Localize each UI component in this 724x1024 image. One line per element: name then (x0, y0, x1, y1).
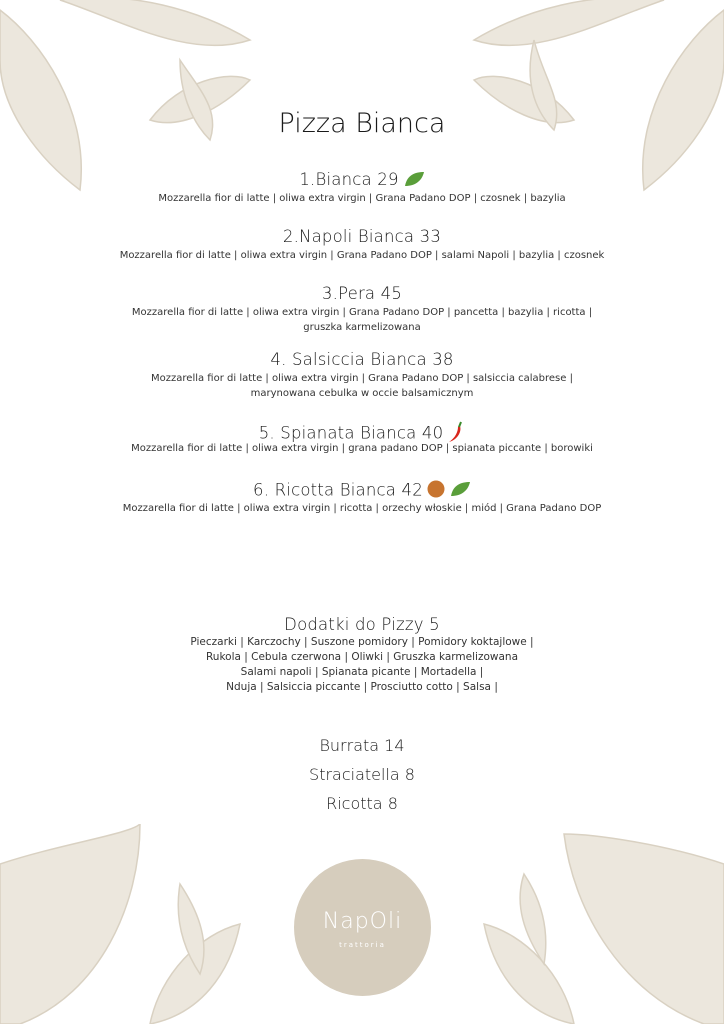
pizza-ingredients (0, 371, 724, 401)
pizza-name (0, 480, 724, 502)
pizza-ingredients (0, 248, 724, 263)
logo-brand: NapOli (322, 909, 403, 934)
addons-line: Nduja | Salsiccia piccante | Prosciutto cotto | Salsa | (226, 681, 498, 693)
leaf-icon (449, 481, 471, 501)
pizza-name-text: 3.Pera 45 (321, 284, 403, 303)
decorative-leaves-bottom-right (464, 824, 724, 1024)
pizza-name-text: 4. Salsiccia Bianca 38 (270, 350, 454, 369)
addons-list (0, 635, 724, 695)
extra-item: Ricotta 8 (326, 794, 398, 813)
ingredients-line: Mozzarella fior di latte | oliwa extra virgin | Grana Padano DOP | salami Napoli | bazylia | czosnek (119, 250, 605, 261)
ingredients-line: Mozzarella fior di latte | oliwa extra virgin | Grana Padano DOP | pancetta | bazylia | ricotta | (131, 307, 593, 318)
pizza-ingredients (0, 305, 724, 335)
pizza-ingredients (0, 191, 724, 206)
pizza-ingredients (0, 441, 724, 456)
ingredients-line: Mozzarella fior di latte | oliwa extra virgin | Grana Padano DOP | czosnek | bazylia (158, 193, 566, 204)
addons-line: Salami napoli | Spianata picante | Mortadella | (240, 666, 484, 678)
page-title: Pizza Bianca (278, 108, 446, 139)
addons-line: Pieczarki | Karczochy | Suszone pomidory | Pomidory koktajlowe | (190, 636, 534, 648)
pizza-name (0, 284, 724, 303)
pizza-name (0, 350, 724, 369)
addons-title: Dodatki do Pizzy 5 (284, 615, 440, 634)
pizza-name-text: 5. Spianata Bianca 40 (258, 423, 444, 443)
ingredients-line: gruszka karmelizowana (303, 322, 421, 333)
pizza-name-text: 2.Napoli Bianca 33 (282, 227, 442, 246)
extra-item: Straciatella 8 (309, 765, 415, 784)
ingredients-line: Mozzarella fior di latte | oliwa extra virgin | ricotta | orzechy włoskie | miód | Grana Padano DOP (122, 503, 602, 514)
leaf-icon (403, 171, 425, 191)
pizza-name-text: 1.Bianca 29 (299, 170, 399, 189)
decorative-leaves-bottom-left (0, 824, 260, 1024)
logo-subtitle: trattoria (339, 941, 386, 949)
pizza-name (0, 170, 724, 191)
ingredients-line: Mozzarella fior di latte | oliwa extra virgin | Grana Padano DOP | salsiccia calabrese | (151, 373, 573, 384)
pizza-ingredients (0, 501, 724, 516)
ingredients-line: marynowana cebulka w occie balsamicznym (250, 388, 474, 399)
walnut-icon (427, 480, 445, 502)
extra-item: Burrata 14 (319, 736, 405, 755)
pizza-name (0, 227, 724, 246)
napoli-logo (294, 859, 431, 996)
pizza-name-text: 6. Ricotta Bianca 42 (253, 480, 423, 500)
ingredients-line: Mozzarella fior di latte | oliwa extra virgin | grana padano DOP | spianata piccante | borowiki (131, 443, 593, 454)
addons-line: Rukola | Cebula czerwona | Oliwki | Gruszka karmelizowana (205, 651, 519, 663)
